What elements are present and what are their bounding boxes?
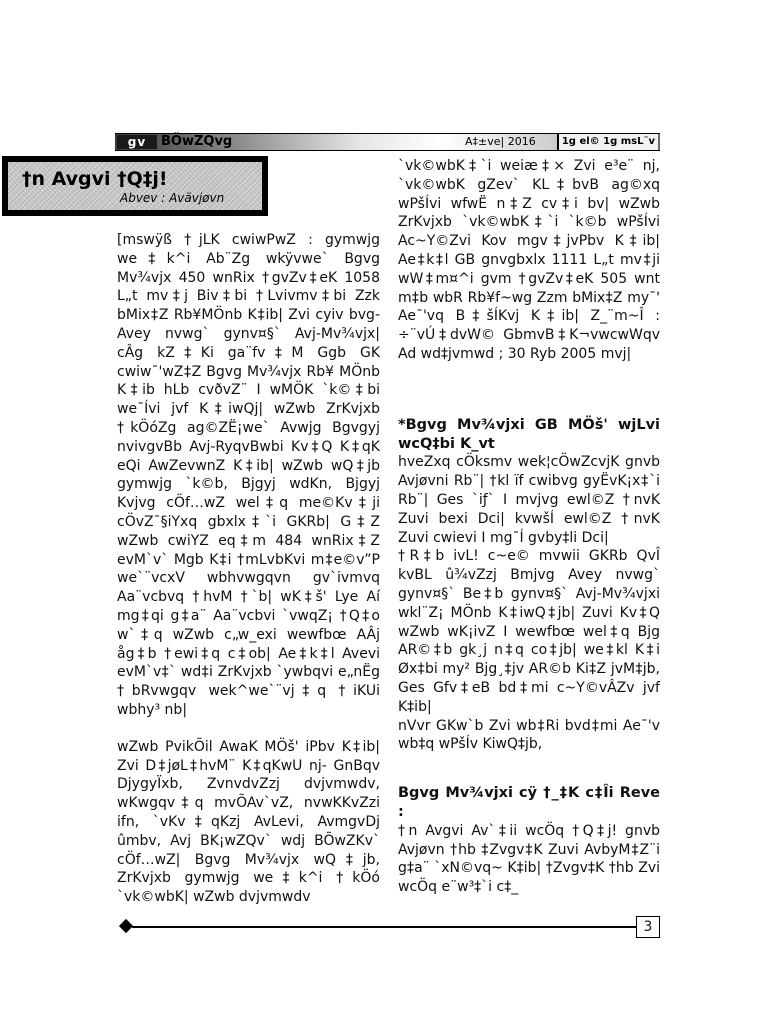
issue-date: A‡±ve| 2016 xyxy=(465,135,536,148)
footer-diamond-icon xyxy=(119,919,133,933)
article-title-box xyxy=(2,156,268,216)
author-bio-paragraph: [mswÿß †jLK cwiwPwZ : gymwjg we‡k^i Ab¨Zg wkÿvwe` Bgvg Mv¾vjx 450 wnRix †gvZv‡eK 1058 L„t mv‡j Biv‡bi †Lvivmv‡bi Zzk bMix‡Z Rb¥MÖnb K‡ib| Zvi cyiv bvg- Avey nvwg` gynv¤§` Avj-Mv¾vjx| cÂg kZ‡Ki ga¨fv‡M Ggb GK cwiw¯'wZ‡Z Bgvg Mv¾vjx Rb¥ MÖnb K‡ib hLb cvðvZ¨ I wMÖK `k©‡bi we¯Ívi jvf K‡iwQj| wZwb ZrKvjxb †kÖóZg ag©ZË¡we` Avwjg Bgvgyj nvivgvBb Avj-RyqvBwbi Kv‡Q K‡qK eQi AwZevwnZ K‡ib| wZwb wQ‡jb gymwjg `k©b, Bjgyj wdKn, Bjgyj Kvjvg cÖf…wZ wel‡q me©Kv‡ji cÖvZ¯§iYxq gbxlx‡`i GKRb| G‡Z wZwb cwiYZ eq‡m 484 wnRix‡Z evM`v` Mgb K‡i †mLvbKvi m‡e©v”P we`¨vcxV wbhvwgqvn gv`ivmvq Aa¨vcbvq †hvM †`b| wK‡š' Lye Aí mg‡qi g‡a¨ Aa¨vcbvi `vwqZ¡ †Q‡o w`‡q wZwb c„w_exi wewfbœ AÂj åg‡b †ewi‡q c‡ob| Ae‡k‡l Avevi evM`v‡` wd‡i ZrKvjxb `ywbqvi e„nËg †bRvwgqv wek^we`¨vj‡q †iKUi wbhy³ nb| xyxy=(117,232,380,718)
issue-number: 1g el© 1g msL¨v xyxy=(557,134,658,150)
body-paragraph-1: hveZxq cÖksmv wek¦cÖwZcvjK gnvb Avjøvni Rb¨| †kl ïf cwibvg gyËvK¡x‡`i Rb¨| Ges `iƒ` I mvjvg ewl©Z †nvK Zuvi bexi Dci| kvwšÍ ewl©Z †nvK Zuvi cwievi I mg¯Í gvby‡li Dci| xyxy=(398,454,660,546)
magazine-name: BÖwZQvg xyxy=(161,134,233,149)
left-column xyxy=(117,231,380,907)
page-number: 3 xyxy=(636,916,660,938)
body-paragraph-4: †n Avgvi Av`‡ii wcÖq †Q‡j! gnvb Avjøvn †hb ‡Zvgv‡K Zuvi AvbyM‡Z¨i g‡a¨ `xN©vq~ K‡ib| †Zvgv‡K †hb Zvi wcÖq e¨w³‡`i c‡_ xyxy=(398,822,660,896)
magazine-logo: gv xyxy=(117,135,157,149)
right-column xyxy=(398,157,660,897)
intro-paragraph: `vk©wbK‡`i weiæ‡× Zvi e³e¨ nj, `vk©wbK gZev` KL‡bvB ag©xq wPšÍvi wfwË n‡Z cv‡i bv| wZwb ZrKvjxb `vk©wbK‡`i `k©b wPšÍvi Ac~Y©Zvi Kov mgv‡jvPbv K‡ib| Ae‡k‡l GB gnvgbxlx 1111 L„t mv‡ji wW‡m¤^i gvm †gvZv‡eK 505 wnt m‡b wbR Rb¥f~wg Zzm bMix‡Z my¯' Ae¯'vq B‡šÍKvj K‡ib| Z_¨m~Î : ÷¨vÚ‡dvW© GbmvB‡K¬vwcwWqv Ad wd‡jvmwd ; 30 Ryb 2005 mvj| xyxy=(398,158,660,362)
article-author: Abvev : Avävjøvn xyxy=(120,191,225,205)
footer-rule xyxy=(132,926,638,928)
body-paragraph-2: †R‡b ivL! c~e© mvwii GKRb QvÎ kvBL û¾vZzj Bmjvg Avey nvwg` gynv¤§` Be‡b gynv¤§` Avj-Mv¾vjxi wkl¨Z¡ MÖnb K‡iwQ‡jb| Zuvi Kv‡Q wZwb wK¡ivZ I wewfbœ wel‡q Bjg AR©‡b gk¸j n‡q co‡jb| we‡kl K‡i Øx‡bi my² Bjg¸‡jv AR©b Ki‡Z jvM‡jb, Ges Gfv‡eB bd‡mi c~Y©vÂZv jvf K‡ib| xyxy=(398,548,660,715)
section-heading-1: *Bgvg Mv¾vjxi GB MÖš' wjLvi wcQ‡bi K_vt xyxy=(398,416,660,452)
page-header xyxy=(115,133,660,151)
works-paragraph: wZwb PvikÕil AwaK MÖš' iPbv K‡ib| Zvi D‡jøL‡hvM¨ K‡qKwU nj- GnBqv DjygyÏxb, ZvnvdvZzj dvjvmwdv, wKwgqv‡q mvÕAv`vZ, nvwKKvZzi ifn, `vKv‡qKzj AvLevi, AvmgvDj ûmbv, Avj BK¡wZQv` wdj BÕwZKv` cÖf…wZ| Bgvg Mv¾vjx wQ‡jb, ZrKvjxb gymwjg we‡k^i †kÖó `vk©wbK| wZwb dvjvmwdv xyxy=(117,738,380,906)
section-heading-2: Bgvg Mv¾vjxi cÿ †_‡K c‡Îi Reve : xyxy=(398,785,660,820)
body-paragraph-3: nVvr GKw`b Zvi wb‡Ri bvd‡mi Ae¯'v wb‡q wPšÍv KiwQ‡jb, xyxy=(398,717,660,753)
article-title: †n Avgvi †Q‡j! xyxy=(22,168,168,190)
